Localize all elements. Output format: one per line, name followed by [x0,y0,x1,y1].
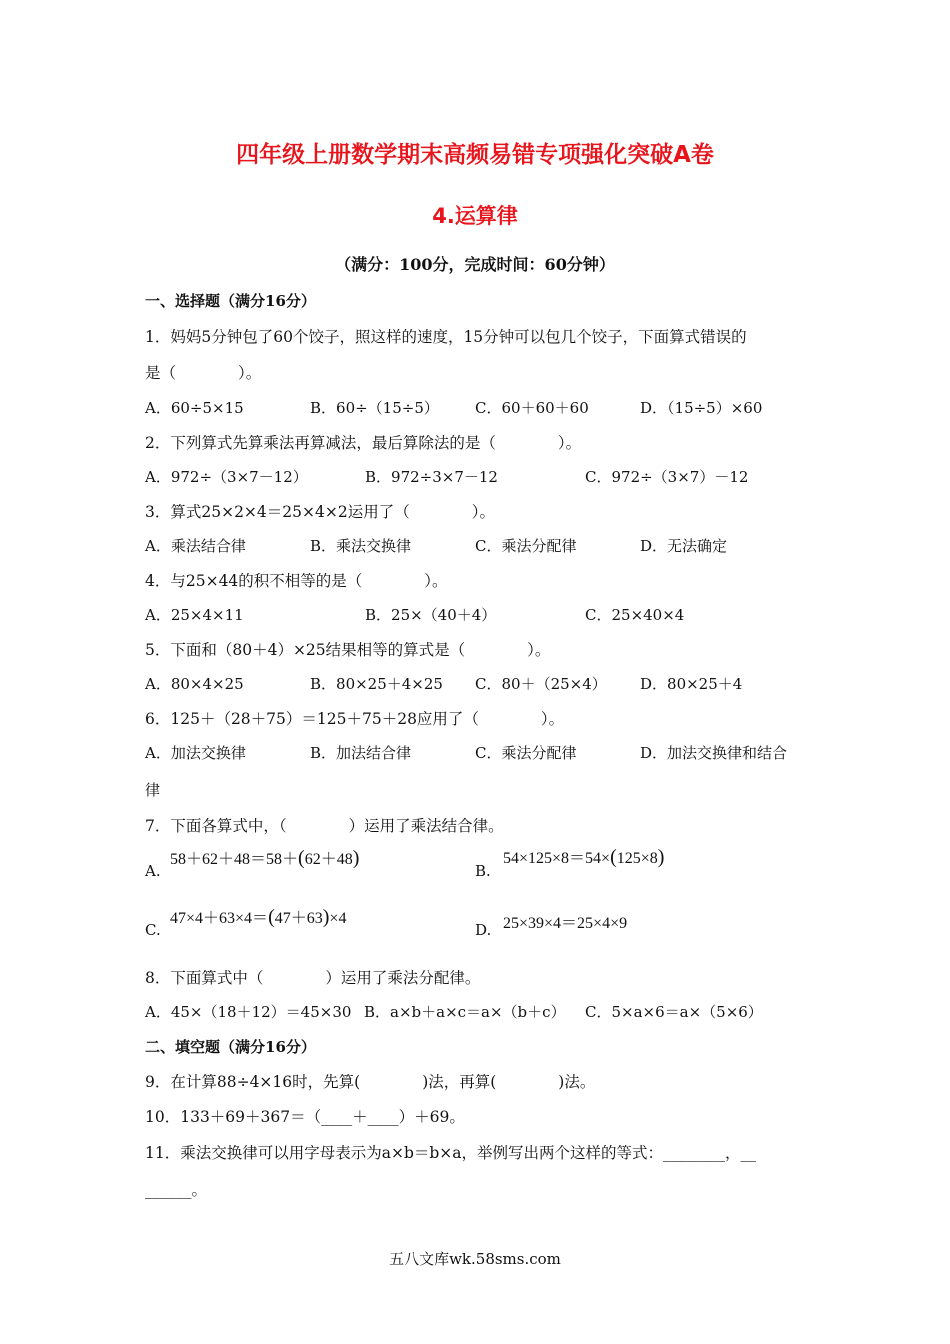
question-5: 5．下面和（80＋4）×25结果相等的算式是（ ）。 [145,641,551,659]
q6-option-d: D．加法交换律和结合 [640,744,788,762]
q8-option-a: A．45×（18＋12）＝45×30 [145,1003,352,1021]
q7-a-paren-close: ) [352,847,360,869]
question-8: 8．下面算式中（ ）运用了乘法分配律。 [145,969,481,987]
q7-b-left: 54×125×8＝54× [503,850,611,867]
q5-option-b: B．80×25＋4×25 [310,675,443,693]
q7-a-inner: 62＋48 [304,851,353,868]
q2-option-b: B．972÷3×7－12 [365,468,498,486]
q7-option-b-formula [503,845,664,869]
q3-option-c: C．乘法分配律 [475,537,577,555]
q7-c-right: ×4 [329,910,347,927]
q5-option-c: C．80＋（25×4） [475,675,607,693]
q7-option-a-formula [170,846,359,870]
q8-option-c: C．5×a×6＝a×（5×6） [585,1003,763,1021]
q6-option-d-cont: 律 [145,781,161,799]
question-10: 10．133＋69＋367＝（____＋____）＋69。 [145,1108,465,1126]
q1-option-d: D．（15÷5）×60 [640,399,763,417]
q7-a-paren-open: ( [298,847,305,869]
page-subtitle: 4.运算律 [432,204,518,228]
q6-option-b: B．加法结合律 [310,744,412,762]
question-4: 4．与25×44的积不相等的是（ ）。 [145,572,448,590]
q7-c-paren-open: ( [268,906,275,928]
q4-option-a: A．25×4×11 [145,606,244,624]
q6-option-a: A．加法交换律 [145,744,246,762]
q4-option-b: B．25×（40＋4） [365,606,497,624]
q1-option-a: A．60÷5×15 [145,399,244,417]
q5-option-a: A．80×4×25 [145,675,244,693]
q7-option-c-label: C. [145,921,161,939]
q3-option-a: A．乘法结合律 [145,537,246,555]
q7-option-a-label: A. [145,862,161,880]
q3-option-b: B．乘法交换律 [310,537,412,555]
question-1-cont: 是（ ）。 [145,364,262,382]
q5-option-d: D．80×25＋4 [640,675,743,693]
q1-option-c: C．60＋60＋60 [475,399,589,417]
question-2: 2．下列算式先算乘法再算减法，最后算除法的是（ ）。 [145,434,582,452]
question-7: 7．下面各算式中，（ ）运用了乘法结合律。 [145,817,504,835]
q7-c-left: 47×4＋63×4＝ [170,910,269,927]
score-info: （满分：100分，完成时间：60分钟） [335,255,615,274]
q7-c-inner: 47＋63 [274,910,323,927]
section-heading-fill: 二、填空题（满分16分） [145,1038,316,1056]
question-1: 1．妈妈5分钟包了60个饺子，照这样的速度，15分钟可以包几个饺子，下面算式错误的 [145,328,747,346]
q1-option-b: B．60÷（15÷5） [310,399,439,417]
q7-option-b-label: B. [475,862,491,880]
section-heading-choice: 一、选择题（满分16分） [145,292,316,310]
page-title: 四年级上册数学期末高频易错专项强化突破A卷 [236,142,714,168]
q2-option-c: C．972÷（3×7）－12 [585,468,749,486]
q7-c-paren-close: ) [322,906,330,928]
question-6: 6．125＋（28＋75）＝125＋75＋28应用了（ ）。 [145,710,565,728]
question-11: 11．乘法交换律可以用字母表示为a×b＝b×a，举例写出两个这样的等式：________，__ [145,1144,757,1162]
q8-option-b: B．a×b＋a×c＝a×（b＋c） [364,1003,566,1021]
q7-option-d-formula: 25×39×4＝25×4×9 [503,915,628,932]
question-9: 9．在计算88÷4×16时，先算( )法，再算( )法。 [145,1073,596,1091]
q6-option-c: C．乘法分配律 [475,744,577,762]
question-3: 3．算式25×2×4＝25×4×2运用了（ ）。 [145,503,495,521]
q7-b-paren-close: ) [657,846,665,868]
q7-option-d-label: D. [475,921,492,939]
q7-a-left: 58＋62＋48＝58＋ [170,851,299,868]
q2-option-a: A．972÷（3×7－12） [145,468,308,486]
q4-option-c: C．25×40×4 [585,606,685,624]
q3-option-d: D．无法确定 [640,537,728,555]
q7-option-c-formula [170,905,346,929]
footer-watermark: 五八文库wk.58sms.com [389,1250,561,1268]
q7-b-paren-open: ( [610,846,617,868]
question-11-cont: ______。 [145,1181,208,1199]
q7-b-inner: 125×8 [616,850,658,867]
